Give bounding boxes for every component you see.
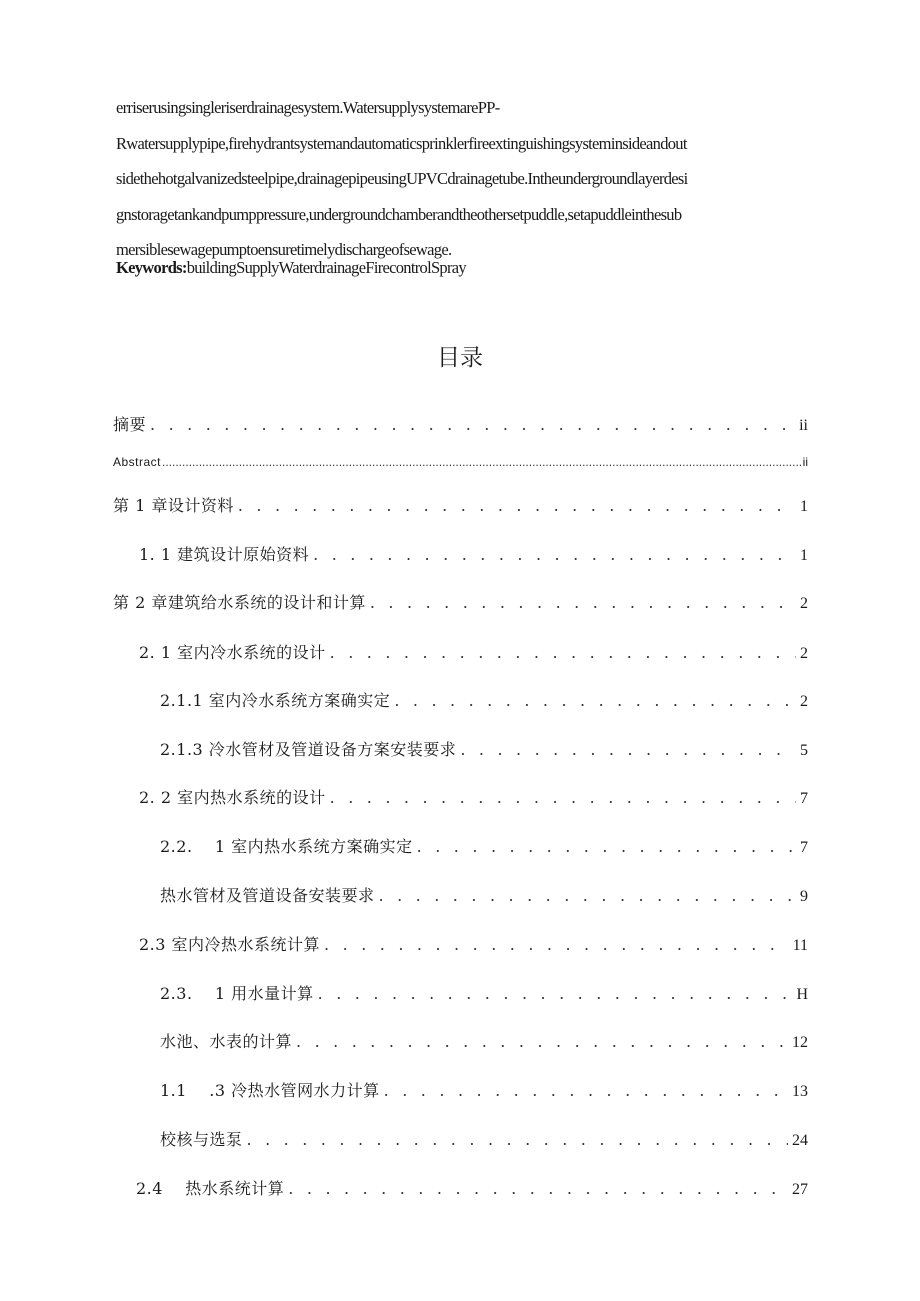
toc-entry-2-1[interactable] (139, 641, 808, 665)
keywords-label: Keywords: (116, 258, 187, 277)
toc-entry-label: 2.1.1 室内冷水系统方案确实定 (160, 691, 391, 710)
toc-entry-label: 2.1.3 冷水管材及管道设备方案安装要求 (160, 740, 457, 759)
keywords-text: buildingSupplyWaterdrainageFirecontrolSpray (186, 258, 466, 277)
toc-entry-label: 2. 2 室内热水系统的设计 (139, 788, 326, 807)
toc-dot-leader (162, 450, 802, 474)
toc-entry-2-1-3[interactable] (160, 738, 808, 762)
toc-dot-leader (370, 591, 796, 615)
abstract-line: mersiblesewagepumptoensuretimelydischargeofsewage. (116, 240, 452, 259)
toc-entry-abstract-en[interactable] (113, 450, 808, 474)
toc-dot-leader (394, 689, 796, 713)
toc-entry-page: 24 (792, 1132, 808, 1149)
toc-dot-leader (384, 1079, 788, 1103)
abstract-text (116, 90, 816, 268)
toc-entry-2-2[interactable] (139, 786, 808, 810)
toc-entry-label: Abstract (113, 455, 162, 469)
toc-dot-leader (247, 1128, 788, 1152)
toc-entry-page: 7 (800, 839, 808, 856)
toc-dot-leader (324, 933, 789, 957)
toc-entry-pool-meter[interactable] (160, 1030, 808, 1054)
toc-entry-page: 11 (792, 937, 808, 954)
toc-entry-label: 第 1 章设计资料 (113, 496, 234, 515)
toc-entry-2-4[interactable] (136, 1177, 808, 1201)
abstract-line: Rwatersupplypipe,firehydrantsystemandautomaticsprinklerfireextinguishingsysteminsideandout (116, 133, 687, 153)
toc-entry-page: 2 (800, 595, 808, 612)
toc-dot-leader (296, 1030, 788, 1054)
toc-entry-page: 13 (792, 1083, 808, 1100)
toc-entry-page: ii (799, 417, 808, 434)
toc-dot-leader (313, 543, 796, 567)
toc-entry-label: 2.4 热水系统计算 (136, 1179, 285, 1198)
toc-entry-abstract-cn[interactable] (113, 413, 808, 437)
toc-entry-label: 热水管材及管道设备安装要求 (160, 886, 375, 905)
abstract-line: sidethehotgalvanizedsteelpipe,drainagepipeusingUPVCdrainagetube.Intheundergroundlayerdesi (116, 169, 688, 188)
toc-entry-2-2-1[interactable] (160, 835, 808, 859)
toc-entry-page: 27 (792, 1181, 808, 1198)
toc-entry-hot-water-pipe[interactable] (160, 884, 808, 908)
toc-entry-label: 水池、水表的计算 (160, 1032, 293, 1051)
toc-dot-leader (288, 1177, 788, 1201)
toc-dot-leader (330, 786, 796, 810)
toc-entry-page: 12 (792, 1034, 808, 1051)
toc-entry-page: 9 (800, 888, 808, 905)
abstract-line: erriserusingsingleriserdrainagesystem.WatersupplysystemarePP- (116, 98, 500, 117)
toc-entry-label: 校核与选泵 (160, 1130, 243, 1149)
toc-entry-2-1-1[interactable] (160, 689, 808, 713)
toc-dot-leader (318, 982, 793, 1006)
toc-dot-leader (417, 835, 796, 859)
toc-entry-2-3[interactable] (139, 933, 808, 957)
toc-title: 目录 (437, 345, 483, 371)
toc-entry-label: 第 2 章建筑给水系统的设计和计算 (113, 593, 366, 612)
toc-entry-chapter-2[interactable] (113, 591, 808, 615)
toc-entry-label: 1.1 .3 冷热水管网水力计算 (160, 1081, 380, 1100)
toc-entry-1-1[interactable] (139, 543, 808, 567)
toc-entry-page: 1 (800, 498, 808, 515)
toc-entry-page: H (796, 986, 808, 1003)
toc-entry-label: 摘要 (113, 415, 147, 434)
toc-entry-label: 2. 1 室内冷水系统的设计 (139, 643, 326, 662)
toc-entry-label: 1. 1 建筑设计原始资料 (139, 545, 310, 564)
toc-entry-label: 2.3. 1 用水量计算 (160, 984, 314, 1003)
abstract-line: gnstoragetankandpumppressure,undergroundchamberandtheothersetpuddle,setapuddleinthesub (116, 204, 682, 224)
toc-dot-leader (460, 738, 796, 762)
toc-entry-page: 7 (800, 790, 808, 807)
toc-entry-label: 2.3 室内冷热水系统计算 (139, 935, 321, 954)
toc-entry-1-1-3[interactable] (160, 1079, 808, 1103)
toc-entry-page: 1 (800, 547, 808, 564)
toc-entry-pump-check[interactable] (160, 1128, 808, 1152)
toc-entry-page: ii (802, 455, 808, 469)
toc-entry-chapter-1[interactable] (113, 494, 808, 518)
toc-dot-leader (379, 884, 796, 908)
toc-dot-leader (330, 641, 796, 665)
toc-dot-leader (150, 413, 795, 437)
toc-entry-label: 2.2. 1 室内热水系统方案确实定 (160, 837, 413, 856)
keywords-line (116, 258, 466, 278)
toc-dot-leader (238, 494, 796, 518)
toc-entry-page: 2 (800, 645, 808, 662)
toc-entry-2-3-1[interactable] (160, 982, 808, 1006)
toc-entry-page: 2 (800, 693, 808, 710)
toc-entry-page: 5 (800, 742, 808, 759)
